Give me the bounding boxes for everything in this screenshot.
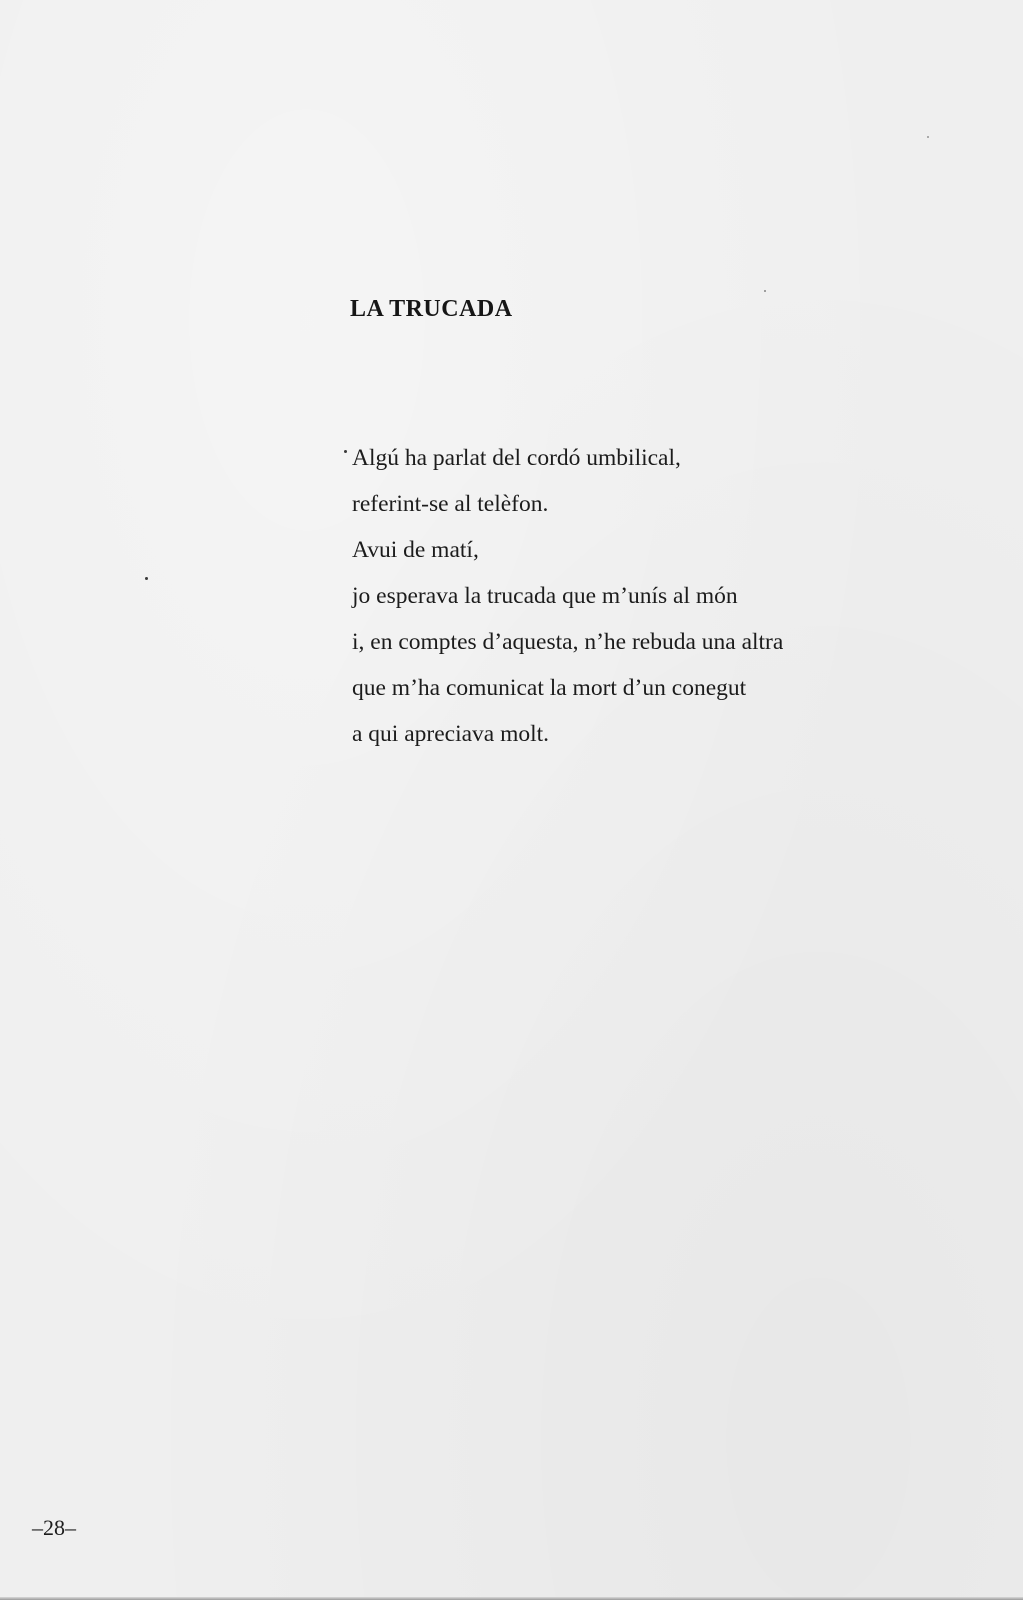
poem-line: i, en comptes d’aquesta, n’he rebuda una altra (352, 629, 784, 655)
poem-line: a qui apreciava molt. (352, 721, 550, 747)
poem-line: que m’ha comunicat la mort d’un conegut (352, 675, 747, 701)
scan-speck (344, 450, 347, 453)
scan-speck (145, 577, 148, 580)
poem-title: LA TRUCADA (350, 296, 513, 322)
poem-line: Algú ha parlat del cordó umbilical, (352, 445, 681, 471)
poem-line: referint-se al telèfon. (352, 491, 549, 517)
poem-line: jo esperava la trucada que m’unís al món (352, 583, 738, 609)
poem-line: Avui de matí, (352, 537, 479, 563)
scan-speck (927, 136, 929, 138)
poem-body (352, 435, 783, 757)
page-number: –28– (32, 1515, 76, 1540)
scan-speck (764, 290, 766, 292)
